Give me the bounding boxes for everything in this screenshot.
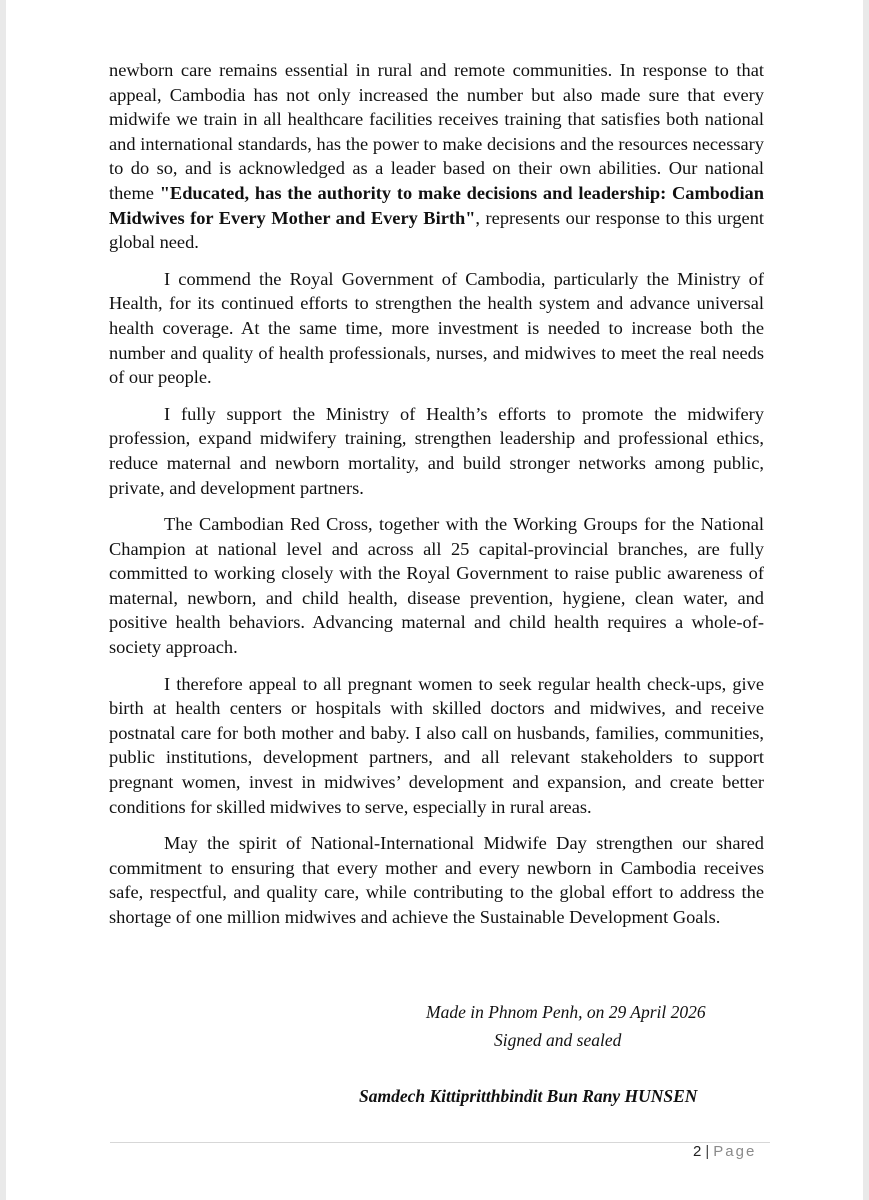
- footer-divider: [110, 1142, 770, 1143]
- paragraph-1: [109, 58, 764, 255]
- paragraph-3: I fully support the Ministry of Health’s efforts to promote the midwifery profession, expand midwifery training, strengthen leadership and professional ethics, reduce maternal and newborn mortality, and build stronger networks among public, private, and development partners.: [109, 403, 764, 498]
- page-label: Page: [713, 1143, 757, 1160]
- page-footer: [693, 1143, 756, 1160]
- document-page: [6, 0, 863, 1200]
- footer-separator: |: [705, 1143, 710, 1160]
- paragraph-1-text: newborn care remains essential in rural and remote communities. In response to that appeal, Cambodia has not only increased the number but also made sure that every midwife we train in all healthcare facilities receives training that satisfies both national and international standards, has the power to make decisions and the resources necessary to do so, and is acknowledged as a leader based on their own abilities. Our national theme: [109, 60, 764, 203]
- letter-body: [109, 58, 764, 942]
- paragraph-4: The Cambodian Red Cross, together with the Working Groups for the National Champion at national level and across all 25 capital-provincial branches, are fully committed to working closely with the Royal Government to raise public awareness of maternal, newborn, and child health, disease prevention, hygiene, clean water, and positive health behaviors. Advancing maternal and child health requires a whole-of-society approach.: [109, 514, 764, 658]
- signed-and-sealed: Signed and sealed: [494, 1030, 622, 1050]
- page-number: 2: [693, 1143, 702, 1160]
- paragraph-6: May the spirit of National-International Midwife Day strengthen our shared commitment to ensuring that every mother and every newborn in Cambodia receives safe, respectful, and quality care, while contributing to the global effort to address the shortage of one million midwives and achieve the Sustainable Development Goals.: [109, 833, 764, 927]
- place-and-date: Made in Phnom Penh, on 29 April 2026: [426, 1002, 706, 1022]
- signatory-name: Samdech Kittipritthbindit Bun Rany HUNSEN: [359, 1086, 698, 1106]
- paragraph-1-end: , represents our response to this urgent global need.: [109, 207, 765, 253]
- national-theme: "Educated, has the authority to make decisions and leadership: Cambodian Midwives for Every Mother and Every Birth": [109, 182, 764, 228]
- paragraph-2: I commend the Royal Government of Cambodia, particularly the Ministry of Health, for its continued efforts to strengthen the health system and advance universal health coverage. At the same time, more investment is needed to increase both the number and quality of health professionals, nurses, and midwives to meet the real needs of our people.: [109, 268, 764, 388]
- paragraph-5: I therefore appeal to all pregnant women to seek regular health check-ups, give birth at health centers or hospitals with skilled doctors and midwives, and receive postnatal care for both mother and baby. I also call on husbands, families, communities, public institutions, development partners, and all relevant stakeholders to support pregnant women, invest in midwives’ development and expansion, and create better conditions for skilled midwives to serve, especially in rural areas.: [109, 673, 764, 817]
